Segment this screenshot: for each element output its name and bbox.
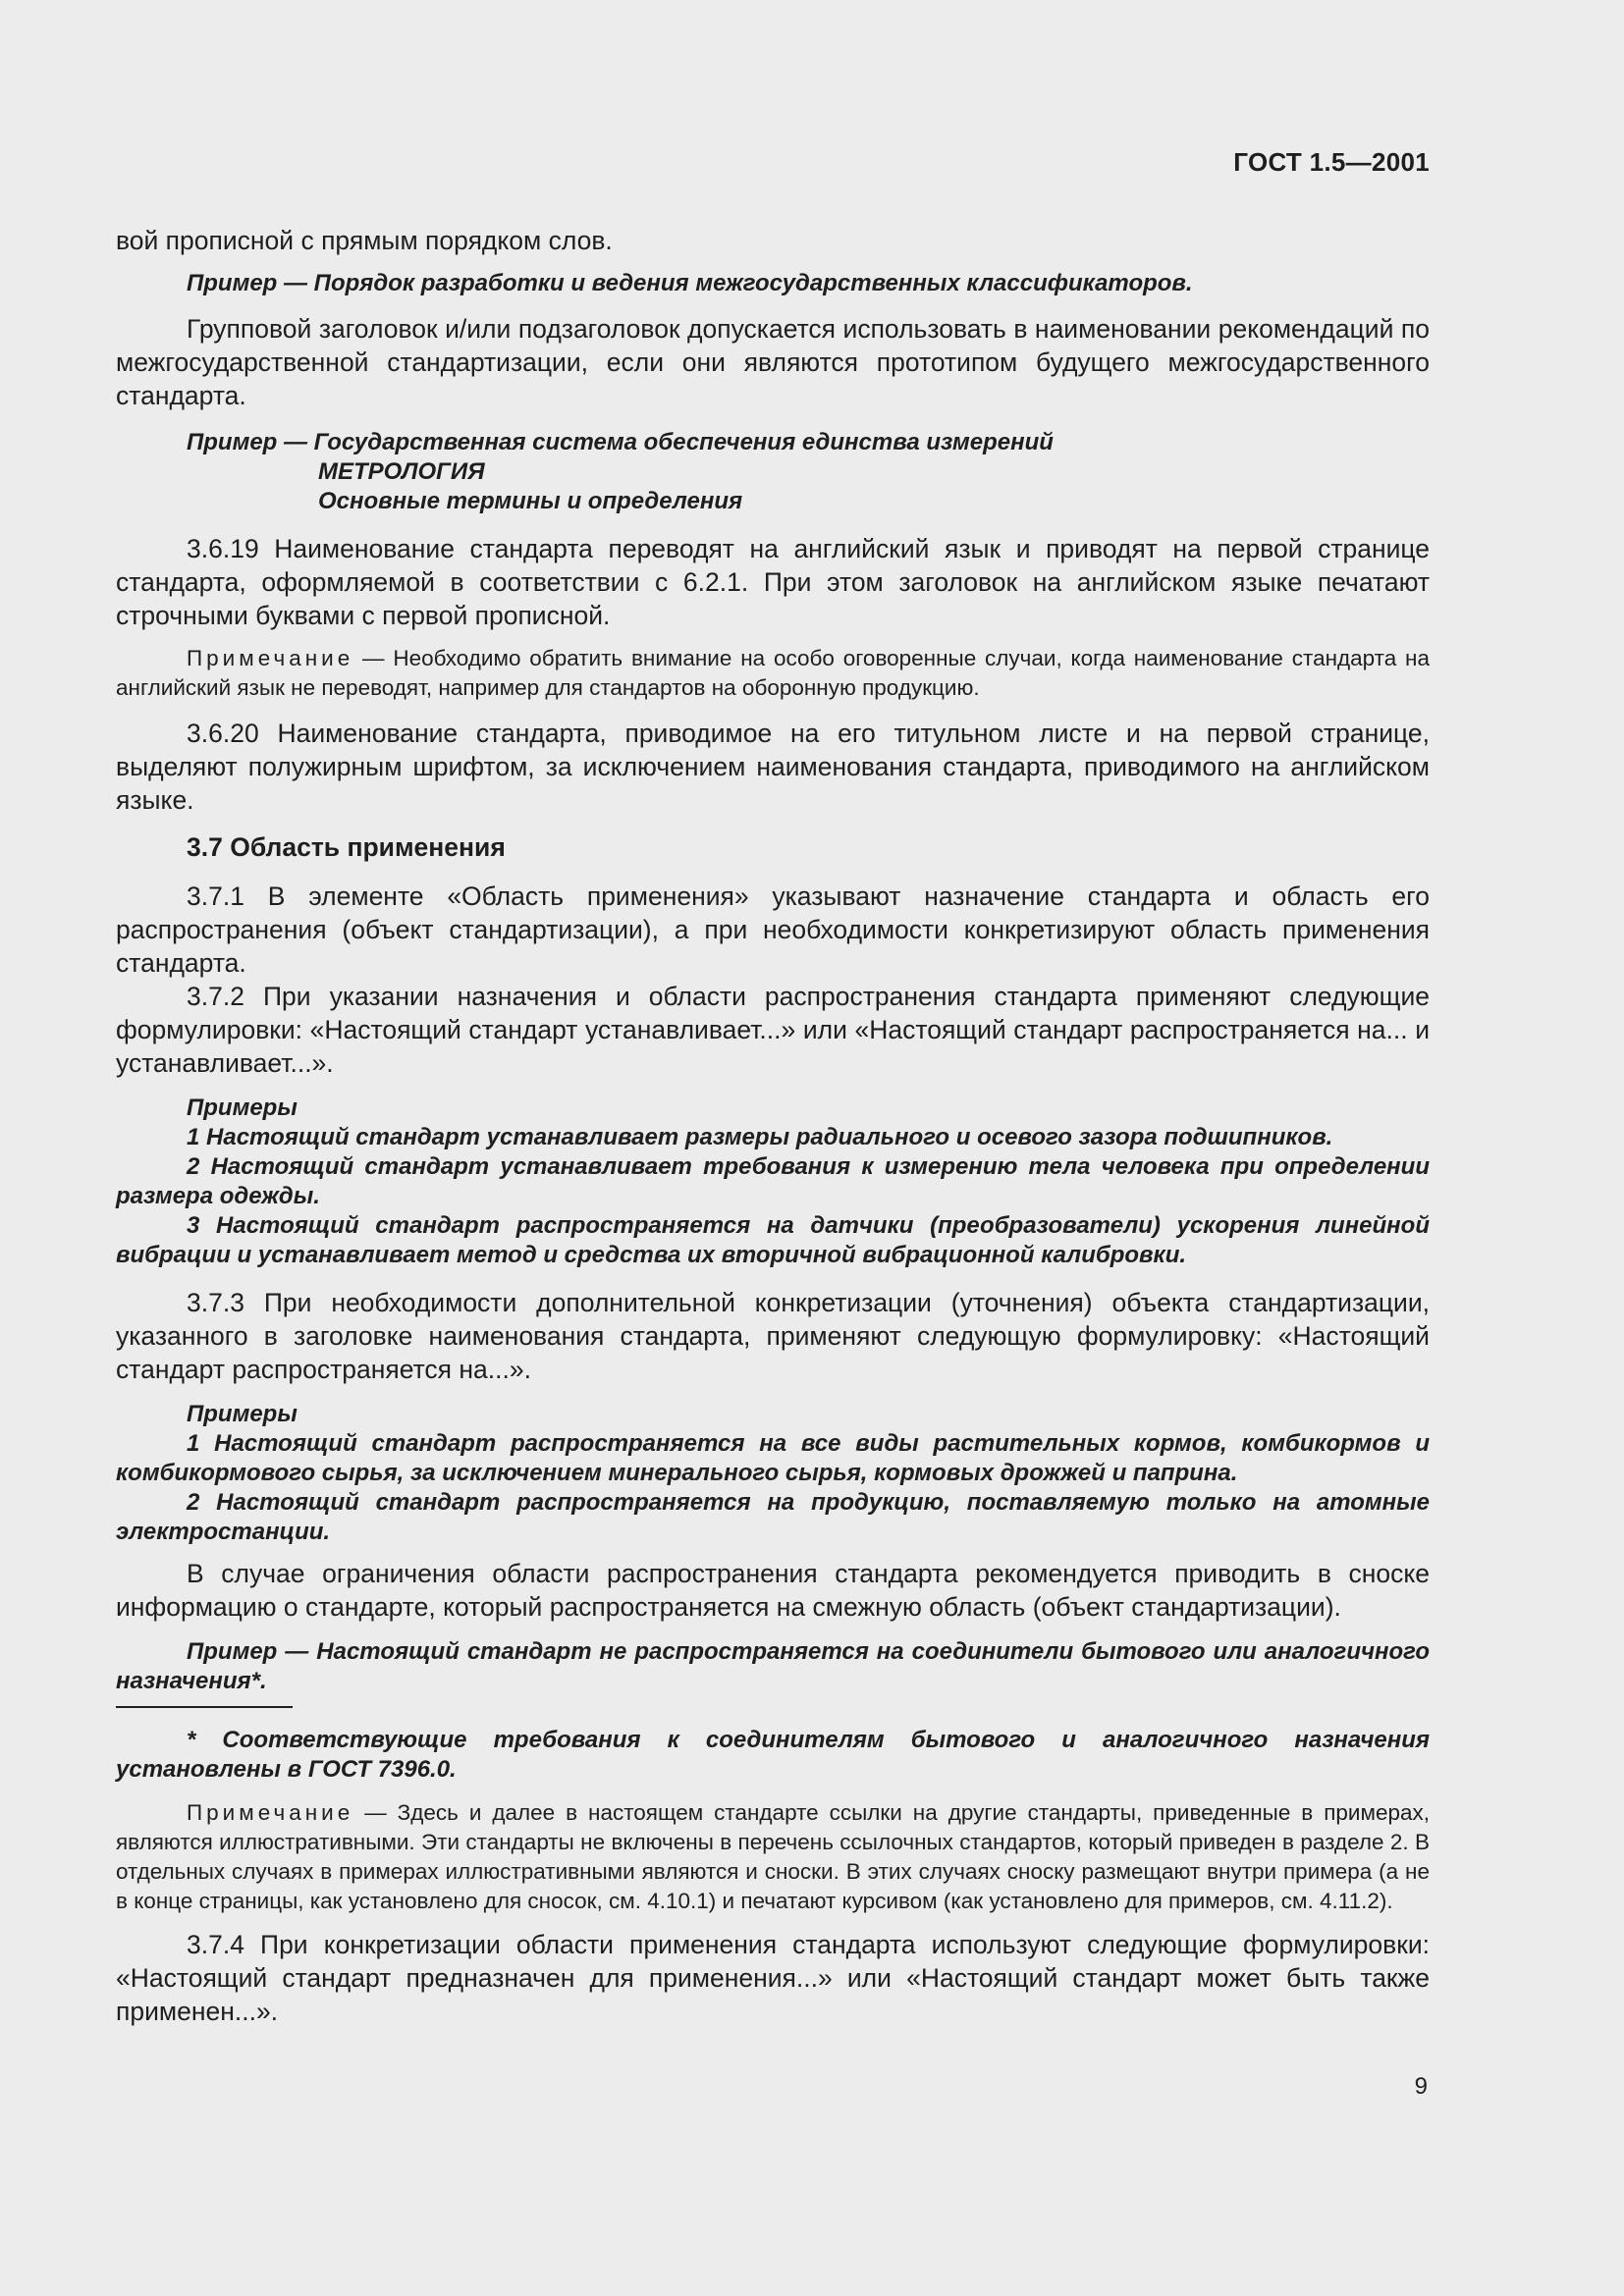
example-classifiers: Пример — Порядок разработки и ведения межгосударственных классификаторов. — [187, 270, 1193, 296]
example-metrology — [116, 428, 1430, 516]
paragraph-group-heading: Групповой заголовок и/или подзаголовок допускается использовать в наименовании рекомендаций по межгосударственной стандартизации, если они являются прототипом будущего межгосударственного стандарта. — [116, 314, 1430, 410]
footnote-separator — [116, 1706, 293, 1708]
page-number: 9 — [1414, 2073, 1428, 2100]
example-metrology-line1: Пример — Государственная система обеспечения единства измерений — [187, 429, 1054, 455]
section-heading-3-7: 3.7 Область применения — [187, 832, 506, 862]
example-item: 3 Настоящий стандарт распространяется на датчики (преобразователи) ускорения линейной вибрации и устанавливает метод и средства их вторичной вибрационной калибровки. — [116, 1212, 1430, 1268]
examples-title: Примеры — [187, 1401, 298, 1427]
examples-title: Примеры — [187, 1095, 298, 1121]
example-connectors: Пример — Настоящий стандарт не распространяется на соединители бытового или аналогичного назначения*. — [116, 1638, 1430, 1694]
clause-3-7-2: 3.7.2 При указании назначения и области распространения стандарта применяют следующие формулировки: «Настоящий стандарт устанавливает...» или «Настоящий стандарт распространяется на... и устанавливает...». — [116, 982, 1430, 1078]
footnote: * Соответствующие требования к соединителям бытового и аналогичного назначения установлены в ГОСТ 7396.0. — [116, 1727, 1430, 1783]
note-text: — Здесь и далее в настоящем стандарте ссылки на другие стандарты, приведенные в примерах, являются иллюстративными. Эти стандарты не включены в перечень ссылочных стандартов, который приведен в разделе 2. В отдельных случаях в примерах иллюстративными являются и сноски. В этих случаях сноску размещают внутри примера (а не в конце страницы, как установлено для сносок, см. 4.10.1) и печатают курсивом (как установлено для примеров, см. 4.11.2). — [116, 1800, 1430, 1913]
example-item: 1 Настоящий стандарт устанавливает размеры радиального и осевого зазора подшипников. — [187, 1124, 1333, 1150]
example-item: 1 Настоящий стандарт распространяется на все виды растительных кормов, комбикормов и комбикормового сырья, за исключением минерального сырья, кормовых дрожжей и паприна. — [116, 1430, 1430, 1486]
note-label: Примечание — [187, 646, 354, 670]
document-body — [116, 224, 1430, 2028]
note-label: Примечание — [187, 1800, 354, 1825]
document-id-header: ГОСТ 1.5—2001 — [1233, 147, 1430, 177]
example-item: 2 Настоящий стандарт устанавливает требования к измерению тела человека при определении размера одежды. — [116, 1153, 1430, 1209]
paragraph-continuation: вой прописной с прямым порядком слов. — [116, 226, 613, 255]
note-text: — Необходимо обратить внимание на особо оговоренные случаи, когда наименование стандарта на английский язык не переводят, например для стандартов на оборонную продукцию. — [116, 646, 1430, 700]
clause-3-7-3: 3.7.3 При необходимости дополнительной конкретизации (уточнения) объекта стандартизации, указанного в заголовке наименования стандарта, применяют следующую формулировку: «Настоящий стандарт распространяется на...». — [116, 1288, 1430, 1384]
example-item: 2 Настоящий стандарт распространяется на продукцию, поставляемую только на атомные электростанции. — [116, 1489, 1430, 1545]
examples-block-1 — [116, 1094, 1430, 1270]
clause-3-6-19: 3.6.19 Наименование стандарта переводят на английский язык и приводят на первой странице стандарта, оформляемой в соответствии с 6.2.1. При этом заголовок на английском языке печатают строчными буквами с первой прописной. — [116, 534, 1430, 630]
clause-3-7-1: 3.7.1 В элементе «Область применения» указывают назначение стандарта и область его распространения (объект стандартизации), а при необходимости конкретизируют область применения стандарта. — [116, 881, 1430, 978]
examples-block-2 — [116, 1400, 1430, 1547]
paragraph-limitation: В случае ограничения области распространения стандарта рекомендуется приводить в сноске информацию о стандарте, который распространяется на смежную область (объект стандартизации). — [116, 1559, 1430, 1622]
note-english-title — [116, 644, 1430, 703]
clause-3-6-20: 3.6.20 Наименование стандарта, приводимое на его титульном листе и на первой странице, выделяют полужирным шрифтом, за исключением наименования стандарта, приводимого на английском языке. — [116, 719, 1430, 815]
example-metrology-line3: Основные термины и определения — [318, 488, 743, 514]
example-metrology-line2: МЕТРОЛОГИЯ — [318, 458, 485, 485]
note-illustrative-references — [116, 1798, 1430, 1916]
clause-3-7-4: 3.7.4 При конкретизации области применения стандарта используют следующие формулировки: «Настоящий стандарт предназначен для применения...» или «Настоящий стандарт может быть также применен...». — [116, 1930, 1430, 2026]
